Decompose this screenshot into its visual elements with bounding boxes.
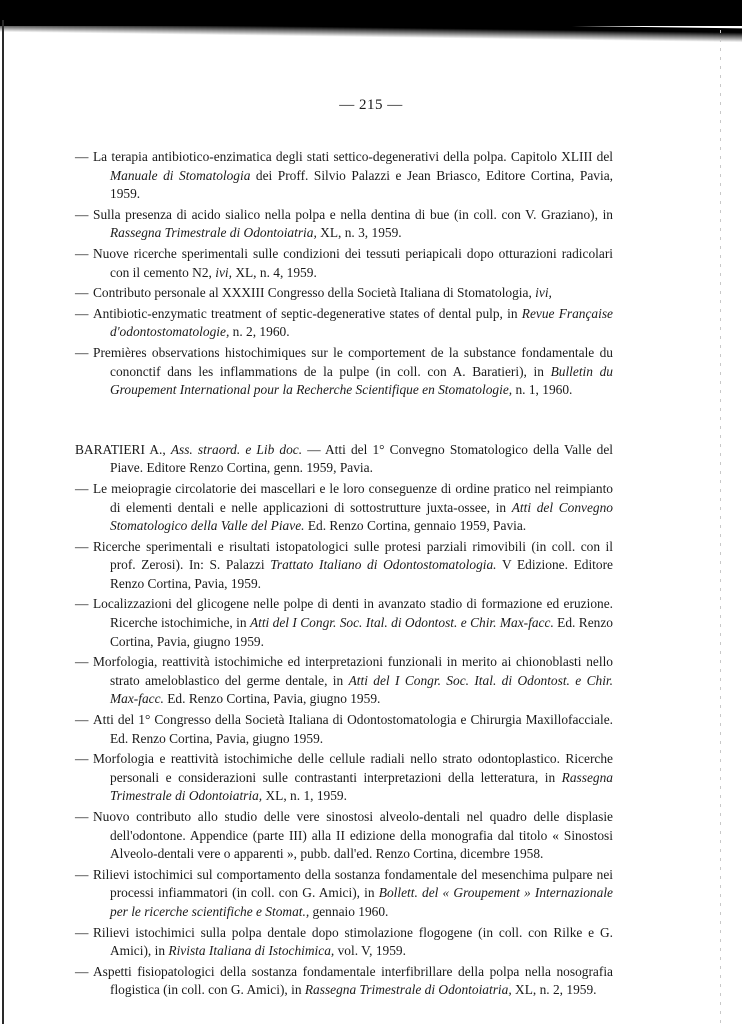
entry-details: gennaio 1960. — [309, 903, 389, 919]
entry-text: Atti del 1° Congresso della Società Italiana di Odontostomatologia e Chirurgia Maxillofacciale. Ed. Renzo Cortina, Pavia, giugno 1959. — [93, 712, 613, 746]
bibliography-entry — [75, 538, 613, 594]
author-entry — [75, 441, 613, 478]
entry-publication: Bollett. del « Groupement » Internazionale per le ricerche scientifiche e Stomat., — [110, 885, 613, 919]
scan-right-edge — [720, 30, 721, 1024]
entry-text: Sulla presenza di acido sialico nella polpa e nella dentina di bue (in coll. con V. Graziano), in — [93, 206, 613, 222]
bibliography-entry — [75, 653, 613, 709]
entry-details: V Edizione. Editore Renzo Cortina, Pavia, 1959. — [110, 557, 613, 591]
bibliography-entry — [75, 866, 613, 922]
scan-left-border — [2, 20, 4, 1024]
entry-details: Ed. Renzo Cortina, Pavia, giugno 1959. — [110, 615, 613, 649]
entry-text: Morfologia e reattività istochimiche delle cellule radiali nello strato odontoplastico. Ricerche personali e considerazioni sulle contrastanti interpretazioni della letteratura, in — [93, 751, 613, 785]
bibliography-entry — [75, 284, 613, 303]
entry-dash: — — [75, 963, 89, 979]
entry-dash: — — [75, 285, 89, 301]
entry-dash: — — [75, 245, 89, 261]
entry-publication: Atti del I Congr. Soc. Ital. di Odontost. e Chir. Max-facc. — [110, 672, 613, 707]
entry-text: Contributo personale al XXXIII Congresso della Società Italiana di Stomatologia, — [93, 285, 536, 301]
scan-top-border — [0, 0, 742, 26]
bibliography-entry — [75, 963, 613, 1000]
page-number: — 215 — — [339, 97, 403, 113]
bibliography-entry — [75, 711, 613, 748]
entry-publication: Trattato Italiano di Odontostomatologia. — [270, 557, 497, 573]
entry-details: XL, n. 1, 1959. — [262, 788, 347, 804]
bibliography-section-previous-author — [75, 148, 613, 400]
entry-details: dei Proff. Silvio Palazzi e Jean Briasco, Editore Cortina, Pavia, 1959. — [110, 167, 613, 202]
bibliography-entry — [75, 480, 613, 536]
bibliography-entry — [75, 206, 613, 243]
entry-publication: Revue Française d'odontostomatologie, — [110, 305, 613, 340]
entry-dash: — — [75, 149, 89, 164]
entry-dash: — — [75, 924, 89, 940]
entry-details: Ed. Renzo Cortina, gennaio 1959, Pavia. — [304, 518, 527, 534]
entry-text: Aspetti fisiopatologici della sostanza fondamentale interfibrillare della polpa nella nosografia flogistica (in coll. con G. Amici), in — [93, 963, 613, 998]
entry-text: Ricerche sperimentali e risultati istopatologici sulle protesi parziali rimovibili (in coll. con il prof. Zerosi). In: S. Palazzi — [93, 538, 613, 573]
entry-publication: Manuale di Stomatologia — [110, 167, 251, 183]
entry-text: La terapia antibiotico-enzimatica degli stati settico-degenerativi della polpa. Capitolo XLIII del — [93, 149, 613, 164]
entry-dash: — — [75, 305, 89, 321]
entry-text: Premières observations histochimiques sur le comportement de la substance fondamentale du cononctif dans les inflammations de la pulpe (in coll. con A. Baratieri), in — [93, 344, 613, 379]
entry-text: Morfologia, reattività istochimiche ed interpretazioni funzionali in merito ai chionoblasti nello strato ameloblastico del germe dentale, in — [93, 654, 613, 688]
author-name: BARATIERI A., — [75, 441, 171, 457]
bibliography-entry — [75, 305, 613, 342]
entry-publication: Rassegna Trimestrale di Odontoiatria, — [304, 982, 512, 998]
author-title: Ass. straord. e Lib doc. — [170, 441, 303, 457]
entry-dash: — — [75, 809, 89, 824]
section-spacer — [75, 402, 613, 441]
entry-dash: — — [75, 712, 89, 728]
entry-details: n. 1, 1960. — [512, 382, 573, 398]
entry-details: n. 2, 1960. — [229, 324, 290, 340]
entry-publication: ivi, — [215, 264, 232, 280]
entry-dash: — — [75, 206, 89, 222]
entry-publication: Atti del I Congr. Soc. Ital. di Odontost. e Chir. Max-facc. — [249, 615, 554, 631]
bibliography-entry — [75, 245, 613, 282]
bibliography-section-baratieri — [75, 441, 613, 1000]
entry-dash: — — [75, 480, 89, 496]
bibliography-entry — [75, 595, 613, 651]
bibliography — [75, 148, 613, 1002]
entry-publication: Rivista Italiana di Istochimica, — [168, 943, 335, 959]
entry-dash: — — [75, 538, 89, 554]
bibliography-entry — [75, 148, 613, 204]
entry-text: Localizzazioni del glicogene nelle polpe di denti in avanzato stadio di formazione ed eruzione. Ricerche istochimiche, in — [93, 596, 613, 631]
entry-details: XL, n. 3, 1959. — [316, 225, 402, 241]
entry-publication: Atti del Convegno Stomatologico della Valle del Piave. — [110, 499, 613, 534]
entry-details: XL, n. 4, 1959. — [231, 264, 317, 280]
entry-text: Nuovo contributo allo studio delle vere sinostosi alveolo-dentali nel quadro delle displasie dell'odontone. Appendice (parte III) alla II edizione della monografia dal titolo « Sinostosi Alveolo-dentali vere o apparenti », pubb. dall'ed. Renzo Cortina, dicembre 1958. — [93, 809, 613, 862]
author-first-work: — Atti del 1° Convegno Stomatologico della Valle del Piave. Editore Renzo Cortina, genn. 1959, Pavia. — [110, 441, 613, 476]
entry-dash: — — [75, 596, 89, 612]
entry-text: Rilievi istochimici sulla polpa dentale dopo stimolazione flogogene (in coll. con Rilke e G. Amici), in — [93, 924, 613, 959]
entry-publication: Rassegna Trimestrale di Odontoiatria, — [110, 225, 317, 241]
entry-text: Le meiopragie circolatorie dei mascellari e le loro conseguenze di ordine pratico nel reimpianto di elementi dentali e nelle applicazioni di sottostrutture juxta-ossee, in — [93, 480, 613, 515]
entry-dash: — — [75, 866, 89, 882]
entry-dash: — — [75, 344, 89, 360]
entry-text: Nuove ricerche sperimentali sulle condizioni dei tessuti periapicali dopo otturazioni radicolari con il cemento N2, — [93, 245, 613, 280]
entry-publication: Bulletin du Groupement International pour la Recherche Scientifique en Stomatologie, — [110, 363, 613, 398]
entry-publication: ivi, — [535, 285, 552, 301]
entry-dash: — — [75, 654, 89, 670]
bibliography-entry — [75, 750, 613, 806]
entry-text: Rilievi istochimici sul comportamento della sostanza fondamentale del mesenchima pulpare nei processi infiammatori (in coll. con G. Amici), in — [93, 866, 613, 901]
entry-text: Antibiotic-enzymatic treatment of septic-degenerative states of dental pulp, in — [93, 305, 522, 321]
entry-details: XL, n. 2, 1959. — [511, 982, 597, 998]
bibliography-entry — [75, 344, 613, 400]
bibliography-entry — [75, 924, 613, 961]
entry-details: Ed. Renzo Cortina, Pavia, giugno 1959. — [163, 691, 381, 707]
entry-details: vol. V, 1959. — [334, 943, 406, 959]
entry-publication: Rassegna Trimestrale di Odontoiatria, — [110, 769, 613, 804]
bibliography-entry — [75, 808, 613, 864]
entry-dash: — — [75, 751, 89, 767]
